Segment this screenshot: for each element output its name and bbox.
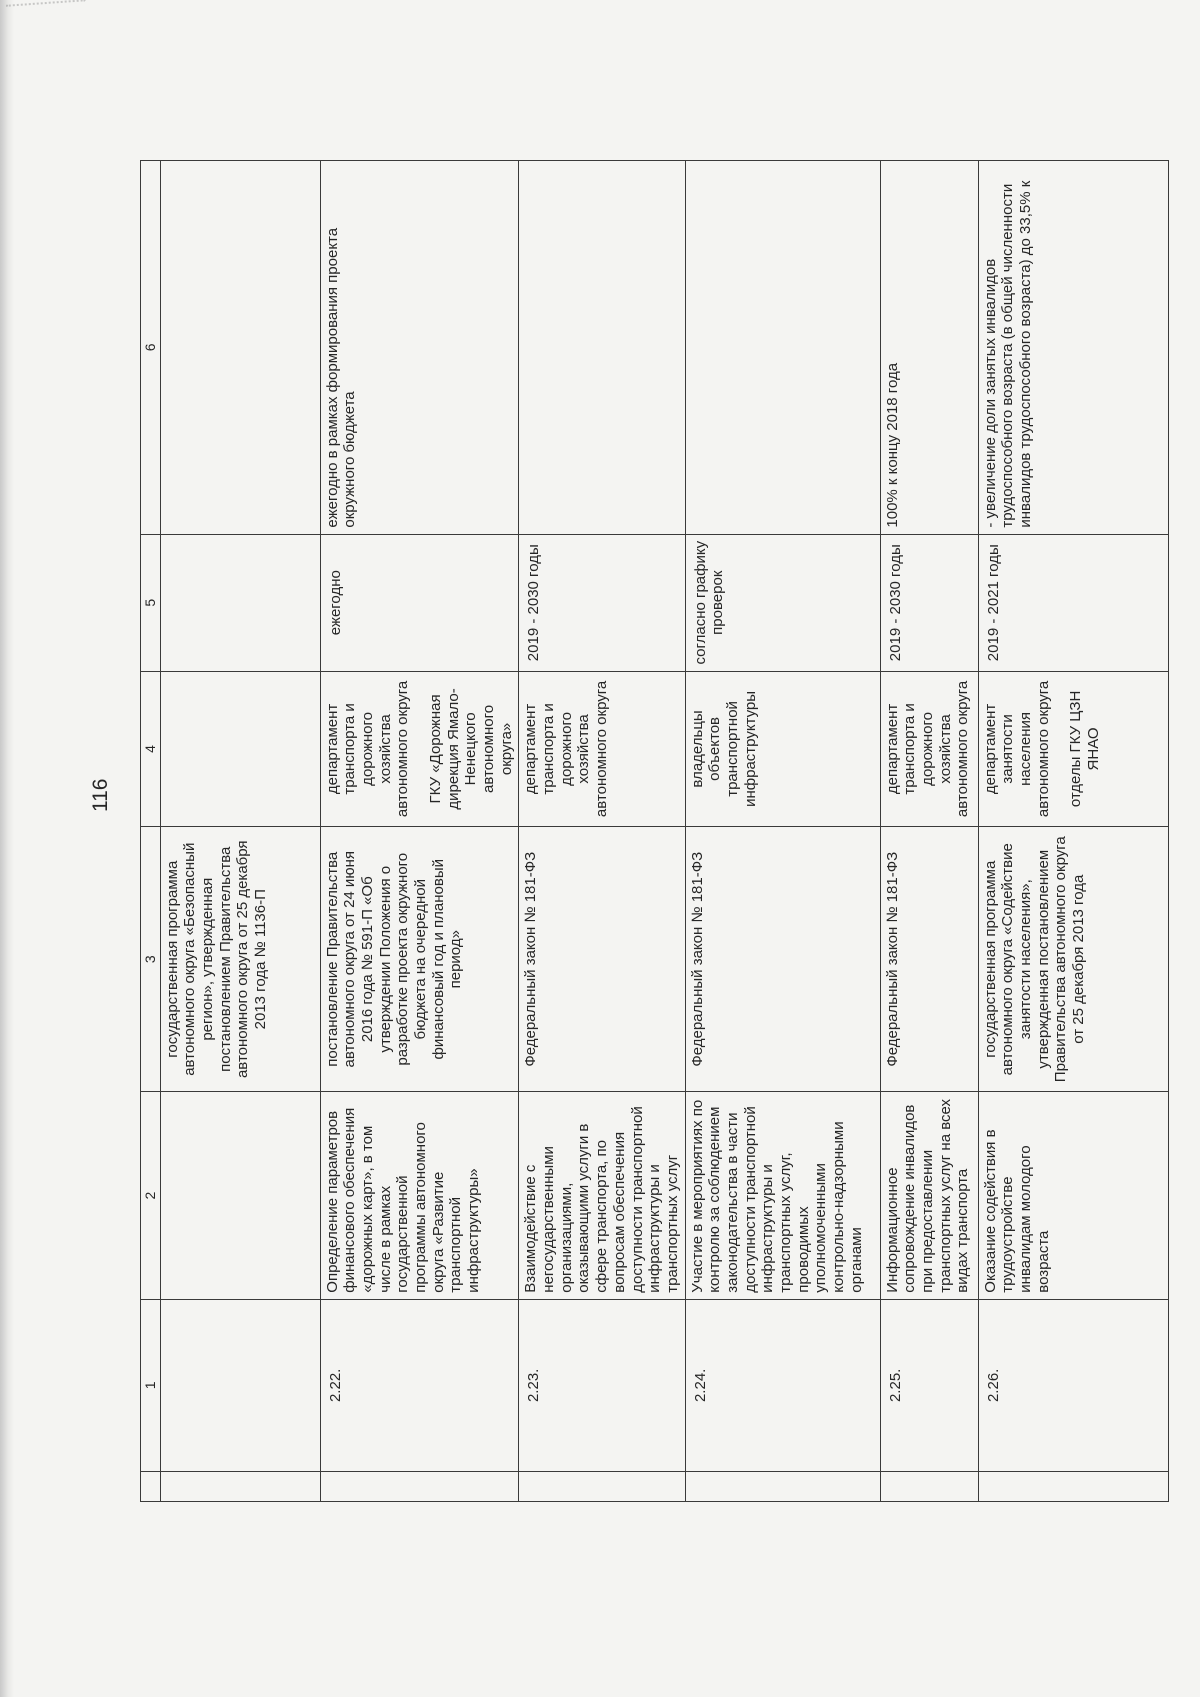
cell-executor: департамент транспорта и дорожного хозяйства автономного округа bbox=[880, 671, 978, 826]
cell-num: 2.24. bbox=[685, 1299, 880, 1471]
table-row bbox=[880, 161, 978, 1502]
header-col-2: 2 bbox=[141, 1092, 161, 1299]
header-col-5: 5 bbox=[141, 534, 161, 671]
table-row bbox=[320, 161, 519, 1502]
cell-action: Информационное сопровождение инвалидов при предоставлении транспортных услуг на всех видах транспорта bbox=[880, 1092, 978, 1299]
cell-period: 2019 - 2030 годы bbox=[519, 534, 685, 671]
executor-line-2: ГКУ «Дорожная дирекция Ямало-Ненецкого автономного округа» bbox=[426, 688, 515, 810]
cell-executor bbox=[978, 671, 1168, 826]
row-spacer bbox=[519, 1471, 685, 1501]
row-spacer bbox=[320, 1471, 519, 1501]
table-row bbox=[519, 161, 685, 1502]
cell-basis: государственная программа автономного округа «Безопасный регион», утвержденная постановлением Правительства автономного округа от 25 декабря 2013 года № 1136-П bbox=[160, 827, 320, 1092]
cell-period: ежегодно bbox=[320, 534, 519, 671]
cell-basis: Федеральный закон № 181-ФЗ bbox=[880, 827, 978, 1092]
executor-gap bbox=[1052, 678, 1067, 820]
cell-period bbox=[160, 534, 320, 671]
cell-basis: Федеральный закон № 181-ФЗ bbox=[519, 827, 685, 1092]
cell-executor bbox=[320, 671, 519, 826]
cell-num: 2.22. bbox=[320, 1299, 519, 1471]
rotated-table-container bbox=[140, 160, 1130, 1502]
scan-edge-shadow bbox=[0, 0, 14, 1697]
cell-action: Взаимодействие с негосударственными организациями, оказывающими услуги в сфере транспорта, по вопросам обеспечения доступности транспортной инфраструктуры и транспортных услуг bbox=[519, 1092, 685, 1299]
header-col-1: 1 bbox=[141, 1299, 161, 1471]
cell-action: Оказание содействия в трудоустройстве инвалидам молодого возраста bbox=[978, 1092, 1168, 1299]
cell-period: 2019 - 2030 годы bbox=[880, 534, 978, 671]
executor-gap bbox=[412, 678, 427, 820]
cell-result: 100% к концу 2018 года bbox=[880, 161, 978, 535]
scan-artifact bbox=[6, 0, 87, 15]
measures-table bbox=[140, 160, 1169, 1502]
cell-num bbox=[160, 1299, 320, 1471]
cell-result bbox=[160, 161, 320, 535]
cell-result bbox=[685, 161, 880, 535]
table-row bbox=[978, 161, 1168, 1502]
cell-executor bbox=[160, 671, 320, 826]
row-spacer bbox=[978, 1471, 1168, 1501]
header-col-3: 3 bbox=[141, 827, 161, 1092]
executor-line-2: отделы ГКУ ЦЗН ЯНАО bbox=[1067, 690, 1103, 808]
row-spacer bbox=[685, 1471, 880, 1501]
header-row bbox=[141, 161, 161, 1502]
cell-action: Определение параметров финансового обеспечения «дорожных карт», в том числе в рамках государственной программы автономного округа «Развитие транспортной инфраструктуры» bbox=[320, 1092, 519, 1299]
cell-num: 2.23. bbox=[519, 1299, 685, 1471]
page-number: 116 bbox=[89, 778, 112, 812]
table-row bbox=[685, 161, 880, 1502]
cell-executor: владельцы объектов транспортной инфраструктуры bbox=[685, 671, 880, 826]
cell-result bbox=[519, 161, 685, 535]
cell-basis: государственная программа автономного округа «Содействие занятости населения», утвержденная постановлением Правительства автономного округа от 25 декабря 2013 года bbox=[978, 827, 1168, 1092]
table-row-continuation bbox=[160, 161, 320, 1502]
executor-line-1: департамент транспорта и дорожного хозяйства автономного округа bbox=[323, 680, 412, 818]
executor-line-1: департамент занятости населения автономного округа bbox=[981, 680, 1052, 818]
cell-basis: Федеральный закон № 181-ФЗ bbox=[685, 827, 880, 1092]
header-col-4: 4 bbox=[141, 671, 161, 826]
cell-period: 2019 - 2021 годы bbox=[978, 534, 1168, 671]
cell-basis: постановление Правительства автономного округа от 24 июня 2016 года № 591-П «Об утверждении Положения о разработке проекта окружного бюджета на очередной финансовый год и плановый период» bbox=[320, 827, 519, 1092]
cell-result: - увеличение доли занятых инвалидов трудоспособного возраста (в общей численности инвалидов трудоспособного возраста) до 33,5% к bbox=[978, 161, 1168, 535]
cell-action bbox=[160, 1092, 320, 1299]
cell-num: 2.25. bbox=[880, 1299, 978, 1471]
header-col-6: 6 bbox=[141, 161, 161, 535]
cell-executor: департамент транспорта и дорожного хозяйства автономного округа bbox=[519, 671, 685, 826]
row-spacer bbox=[880, 1471, 978, 1501]
continuation-spacer bbox=[160, 1471, 320, 1501]
cell-action: Участие в мероприятиях по контролю за соблюдением законодательства в части доступности транспортной инфраструктуры и транспортных услуг, проводимых уполномоченными контрольно-надзорными органами bbox=[685, 1092, 880, 1299]
cell-num: 2.26. bbox=[978, 1299, 1168, 1471]
cell-result: ежегодно в рамках формирования проекта окружного бюджета bbox=[320, 161, 519, 535]
header-spacer bbox=[141, 1471, 161, 1501]
cell-period: согласно графику проверок bbox=[685, 534, 880, 671]
